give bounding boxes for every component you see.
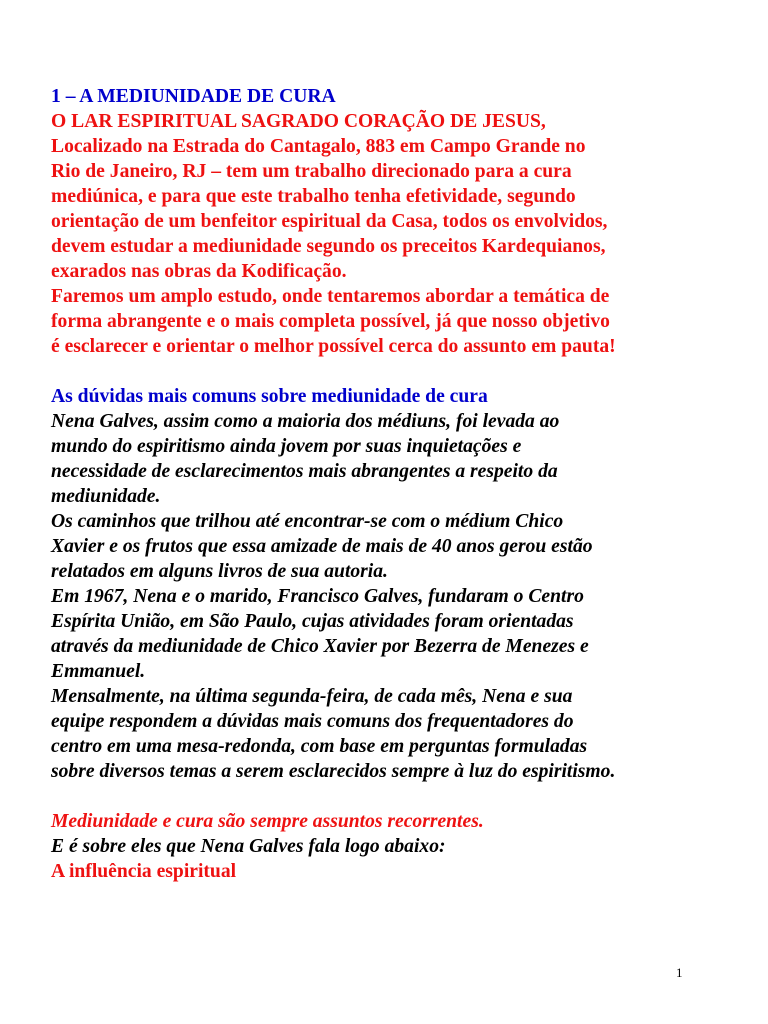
intro-line: mediúnica, e para que este trabalho tenha efetividade, segundo — [51, 186, 576, 207]
body-line: Espírita União, em São Paulo, cujas atividades foram orientadas — [51, 611, 574, 632]
intro-line: forma abrangente e o mais completa possível, já que nosso objetivo — [51, 311, 610, 332]
intro-line: Rio de Janeiro, RJ – tem um trabalho direcionado para a cura — [51, 161, 572, 182]
body-line: mundo do espiritismo ainda jovem por suas inquietações e — [51, 436, 522, 457]
spacer — [51, 784, 741, 809]
organization-title: O LAR ESPIRITUAL SAGRADO CORAÇÃO DE JESUS, — [51, 111, 546, 132]
intro-line: Localizado na Estrada do Cantagalo, 883 em Campo Grande no — [51, 136, 586, 157]
intro-line: Faremos um amplo estudo, onde tentaremos abordar a temática de — [51, 286, 610, 307]
section-title: As dúvidas mais comuns sobre mediunidade de cura — [51, 386, 488, 407]
body-line: centro em uma mesa-redonda, com base em perguntas formuladas — [51, 736, 588, 757]
body-line: relatados em alguns livros de sua autoria. — [51, 561, 388, 582]
body-line: Nena Galves, assim como a maioria dos médiuns, foi levada ao — [51, 411, 560, 432]
intro-line: é esclarecer e orientar o melhor possível cerca do assunto em pauta! — [51, 336, 616, 357]
closing-red-line: Mediunidade e cura são sempre assuntos recorrentes. — [51, 811, 484, 832]
body-line: através da mediunidade de Chico Xavier por Bezerra de Menezes e — [51, 636, 589, 657]
body-line: Em 1967, Nena e o marido, Francisco Galves, fundaram o Centro — [51, 586, 584, 607]
body-line: equipe respondem a dúvidas mais comuns dos frequentadores do — [51, 711, 574, 732]
intro-line: exarados nas obras da Kodificação. — [51, 261, 347, 282]
body-line: necessidade de esclarecimentos mais abrangentes a respeito da — [51, 461, 558, 482]
spacer — [51, 359, 741, 384]
subheading: A influência espiritual — [51, 861, 237, 882]
body-line: Mensalmente, na última segunda-feira, de cada mês, Nena e sua — [51, 686, 573, 707]
intro-line: devem estudar a mediunidade segundo os preceitos Kardequianos, — [51, 236, 606, 257]
page-number: 1 — [676, 965, 683, 980]
body-line: sobre diversos temas a serem esclarecidos sempre à luz do espiritismo. — [51, 761, 616, 782]
closing-black-line: E é sobre eles que Nena Galves fala logo abaixo: — [51, 836, 446, 857]
body-line: mediunidade. — [51, 486, 161, 507]
body-line: Xavier e os frutos que essa amizade de mais de 40 anos gerou estão — [51, 536, 593, 557]
section-number-title: 1 – A MEDIUNIDADE DE CURA — [51, 86, 336, 107]
body-line: Os caminhos que trilhou até encontrar-se com o médium Chico — [51, 511, 564, 532]
intro-line: orientação de um benfeitor espiritual da Casa, todos os envolvidos, — [51, 211, 608, 232]
document-body — [51, 84, 741, 884]
body-line: Emmanuel. — [51, 661, 146, 682]
